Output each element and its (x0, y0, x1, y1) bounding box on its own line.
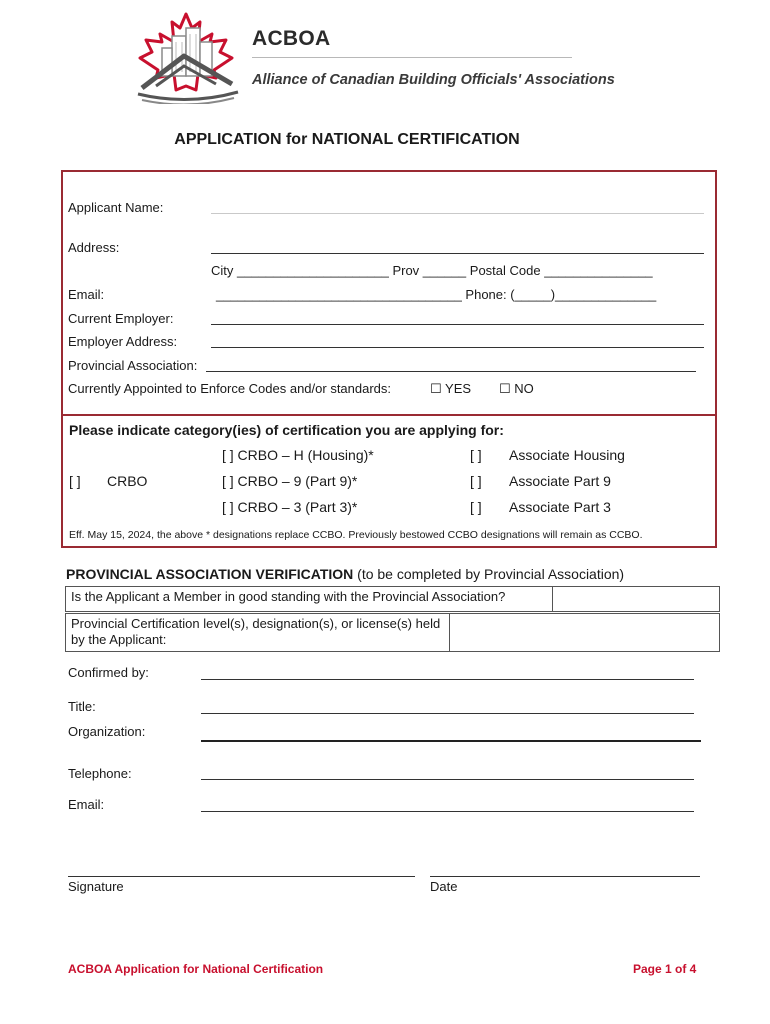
employer-address-label: Employer Address: (68, 334, 178, 349)
verification-email-field[interactable] (201, 811, 694, 812)
crbo-3-option[interactable]: [ ] CRBO – 3 (Part 3)* (222, 499, 358, 515)
verification-title-bold: PROVINCIAL ASSOCIATION VERIFICATION (66, 566, 354, 582)
associate-part9-checkbox[interactable]: [ ] (470, 473, 482, 489)
associate-housing-checkbox[interactable]: [ ] (470, 447, 482, 463)
employer-address-field[interactable] (211, 347, 704, 348)
brand-name: ACBOA (252, 27, 331, 50)
verification-title-note: (to be completed by Provincial Association) (353, 566, 625, 582)
provincial-association-label: Provincial Association: (68, 358, 198, 373)
crbo-h-option[interactable]: [ ] CRBO – H (Housing)* (222, 447, 374, 463)
title-label: Title: (68, 699, 96, 714)
member-standing-question: Is the Applicant a Member in good standing with the Provincial Association? (66, 587, 553, 612)
document-title: APPLICATION for NATIONAL CERTIFICATION (174, 131, 520, 148)
brand-divider (252, 57, 572, 58)
date-label: Date (430, 879, 458, 894)
appointed-question-label: Currently Appointed to Enforce Codes and/or standards: (68, 381, 392, 396)
confirmed-by-label: Confirmed by: (68, 665, 149, 680)
verification-table (65, 586, 720, 612)
email-label: Email: (68, 287, 105, 302)
member-standing-answer[interactable] (553, 587, 720, 612)
crbo-checkbox[interactable]: [ ] (69, 473, 81, 489)
verification-email-label: Email: (68, 797, 105, 812)
current-employer-label: Current Employer: (68, 311, 174, 326)
applicant-name-label: Applicant Name: (68, 200, 164, 215)
confirmed-by-field[interactable] (201, 679, 694, 680)
date-field[interactable] (430, 876, 700, 877)
title-field[interactable] (201, 713, 694, 714)
table-row (66, 614, 720, 652)
acboa-logo-icon (128, 12, 246, 104)
no-checkbox[interactable]: ☐ NO (499, 381, 534, 396)
verification-table-2 (65, 613, 720, 652)
address-label: Address: (68, 240, 120, 255)
provincial-certification-answer[interactable] (450, 614, 720, 652)
city-prov-postal-line[interactable]: City _____________________ Prov ______ Postal Code _______________ (211, 263, 653, 278)
crbo-9-option[interactable]: [ ] CRBO – 9 (Part 9)* (222, 473, 358, 489)
email-phone-line[interactable]: __________________________________ Phone: (_____)______________ (216, 287, 657, 302)
applicant-name-field[interactable] (211, 213, 704, 214)
provincial-certification-question: Provincial Certification level(s), designation(s), or license(s) held by the Applicant: (66, 614, 450, 652)
table-row (66, 587, 720, 612)
associate-part3-label: Associate Part 3 (509, 499, 611, 515)
footer-document-name: ACBOA Application for National Certification (68, 962, 324, 976)
organization-label: Organization: (68, 724, 146, 739)
associate-housing-label: Associate Housing (509, 447, 625, 463)
current-employer-field[interactable] (211, 324, 704, 325)
organization-field[interactable] (201, 740, 701, 742)
associate-part9-label: Associate Part 9 (509, 473, 611, 489)
address-field[interactable] (211, 253, 704, 254)
signature-field[interactable] (68, 876, 415, 877)
associate-part3-checkbox[interactable]: [ ] (470, 499, 482, 515)
effective-date-note: Eff. May 15, 2024, the above * designations replace CCBO. Previously bestowed CCBO designations will remain as CCBO. (69, 529, 643, 541)
brand-tagline: Alliance of Canadian Building Officials' Associations (252, 72, 615, 88)
yes-checkbox[interactable]: ☐ YES (430, 381, 472, 396)
category-heading: Please indicate category(ies) of certification you are applying for: (69, 422, 504, 438)
provincial-association-field[interactable] (206, 371, 696, 372)
footer-page-number: Page 1 of 4 (633, 962, 697, 976)
crbo-label: CRBO (107, 473, 148, 489)
telephone-field[interactable] (201, 779, 694, 780)
signature-label: Signature (68, 879, 124, 894)
telephone-label: Telephone: (68, 766, 132, 781)
verification-title (66, 567, 624, 581)
